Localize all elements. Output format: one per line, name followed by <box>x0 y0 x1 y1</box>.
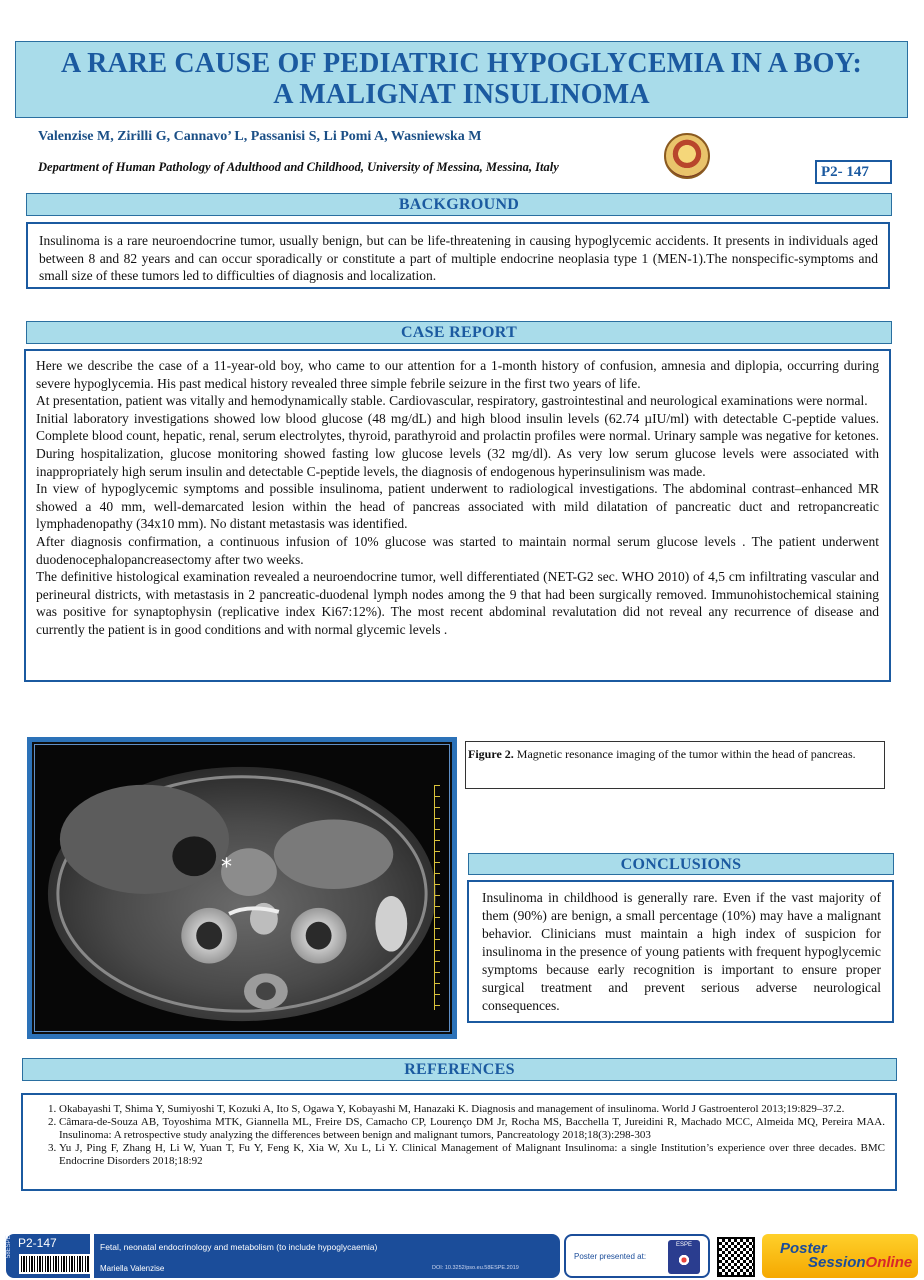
poster-code: P2- 147 <box>815 160 892 184</box>
scale-ruler <box>434 785 440 1010</box>
reference-item: 3. Yu J, Ping F, Zhang H, Li W, Yuan T, Fu Y, Feng K, Xia W, Xu L, Li Y. Clinical Management of Malignant Insulinoma: a single Institution’s experience over three decades. BMC Endocrine Disorders 2018;18:92 <box>59 1142 885 1168</box>
conclusions-panel <box>467 880 894 1023</box>
barcode-icon <box>19 1254 92 1274</box>
reference-item: 2. Câmara-de-Souza AB, Toyoshima MTK, Giannella ML, Freire DS, Camacho CP, Lourenço DM Jr, Rocha MS, Bacchella T, Jureidini R, Machado MCC, Almeida MQ, Pereira MAA. Insulinoma: A retrospective study analyzing the differences between benign and malignant tumors, Pancreatology 2018;18(3):298-303 <box>59 1116 885 1142</box>
case-report-panel <box>24 349 891 682</box>
case-report-paragraph: The definitive histological examination revealed a neuroendocrine tumor, well differentiated (NET-G2 sec. WHO 2010) of 4,5 cm infiltrating vascular and perineural districts, with metastasis in 2 pancreatic-duodenal lymph nodes among the 9 that had been surgically removed. Immunohistochemical staining was positive for synaptophysin (replicative index Ki67:12%). The most recent abdominal revalutation did not reveal any recurrence of disease and currently the patient is in good conditions and with normal glycemic levels . <box>36 569 879 637</box>
espe-label: ESPE <box>675 1242 692 1248</box>
mri-figure <box>27 737 457 1039</box>
affiliation: Department of Human Pathology of Adulthood and Childhood, University of Messina, Messina, Italy <box>38 160 559 174</box>
case-report-paragraph: At presentation, patient was vitally and hemodynamically stable. Cardiovascular, respiratory, gastrointestinal and neurological examinations were normal. <box>36 393 868 409</box>
university-seal-logo <box>664 133 710 179</box>
espe-emblem-icon <box>675 1251 693 1269</box>
mri-image <box>34 744 450 1032</box>
poster-title-line-2: A MALIGNAT INSULINOMA <box>273 79 650 110</box>
poster-session-online-logo[interactable] <box>762 1234 918 1278</box>
qr-code-icon[interactable] <box>717 1237 755 1277</box>
background-text: Insulinoma is a rare neuroendocrine tumor, usually benign, but can be life-threatening in causing hypoglycemic accidents. It presents in individuals aged between 8 and 82 years and can occur sporadically or constitute a part of multiple endocrine neoplasia type 1 (MEN-1).The nonspecific-symptoms and small size of these tumors led to difficulties of diagnosis and localization. <box>39 233 878 284</box>
footer-congress-tag: 58ESPE <box>6 1235 12 1258</box>
references-panel <box>21 1093 897 1191</box>
authors: Valenzise M, Zirilli G, Cannavo’ L, Passanisi S, Li Pomi A, Wasniewska M <box>38 129 482 144</box>
references-heading: REFERENCES <box>22 1058 897 1081</box>
logo-word-online: Online <box>865 1254 913 1271</box>
footer-code-block <box>6 1234 90 1278</box>
references-list <box>23 1103 885 1168</box>
background-panel <box>26 222 890 289</box>
background-heading: BACKGROUND <box>26 193 892 216</box>
poster-title <box>15 41 908 118</box>
case-report-paragraph: In view of hypoglycemic symptoms and possible insulinoma, patient underwent to radiological investigations. The abdominal contrast–enhanced MR showed a 40 mm, well-demarcated lesion within the head of pancreas associated with mild dilatation of pancreatic duct and retropancreatic lymphadenopathy (34x10 mm). No distant metastasis was identified. <box>36 481 879 532</box>
logo-word-session-online <box>808 1254 912 1271</box>
mri-scan-graphic <box>35 745 449 1031</box>
footer-doi: DOI: 10.3252/pso.eu.58ESPE.2019 <box>432 1265 519 1271</box>
poster-title-line-1: A RARE CAUSE OF PEDIATRIC HYPOGLYCEMIA IN A BOY: <box>61 48 862 79</box>
logo-word-poster: Poster <box>780 1240 827 1257</box>
presented-at-box <box>564 1234 710 1278</box>
footer-topic: Fetal, neonatal endocrinology and metabolism (to include hypoglycaemia) <box>100 1242 378 1252</box>
conclusions-heading: CONCLUSIONS <box>468 853 894 875</box>
case-report-paragraph: After diagnosis confirmation, a continuous infusion of 10% glucose was started to maintain normal serum glucose levels . The patient underwent duodenocephalopancreasectomy after two weeks. <box>36 533 879 567</box>
footer-info <box>94 1234 560 1278</box>
tumor-marker: * <box>221 855 232 880</box>
footer-bar <box>0 1232 924 1280</box>
case-report-paragraph: Initial laboratory investigations showed low blood glucose (48 mg/dL) and high blood insulin levels (62.74 µIU/ml) with detectable C-peptide values. Complete blood count, hepatic, renal, serum electrolytes, thyroid, parathyroid and prolactin profiles were normal. Urinary sample was negative for ketones. During hospitalization, glucose monitoring showed fasting low glucose levels (32 mg/dl). As very low serum glucose levels were associated with inappropriately high serum insulin and detectable C-peptide levels, the diagnosis of endogenous hyperinsulinism was made. <box>36 410 879 479</box>
conclusions-text: Insulinoma in childhood is generally rare. Even if the vast majority of them (90%) are benign, a small percentage (10%) may have a malignant behavior. Clinicians must maintain a high index of suspicion for insulinoma in the presence of young patients with frequent hypoglycemic symptoms because early recognition is important to ensure proper surgical treatment and prevent serious adverse neurological consequences. <box>482 890 881 1013</box>
footer-presenter: Mariella Valenzise <box>100 1264 165 1273</box>
case-report-heading: CASE REPORT <box>26 321 892 344</box>
reference-item: 1. Okabayashi T, Shima Y, Sumiyoshi T, Kozuki A, Ito S, Ogawa Y, Kobayashi M, Hanazaki K. Diagnosis and management of insulinoma. World J Gastroenterol 2013;19:829–37.2. <box>59 1103 885 1116</box>
espe-logo <box>668 1240 700 1274</box>
footer-poster-code: P2-147 <box>18 1236 57 1250</box>
figure-caption-text: Magnetic resonance imaging of the tumor within the head of pancreas. <box>513 747 856 761</box>
figure-caption <box>465 741 885 789</box>
case-report-paragraph: Here we describe the case of a 11-year-old boy, who came to our attention for a 1-month history of confusion, amnesia and diplopia, occurring during severe hypoglycemia. His past medical history revealed three simple febrile seizure in the first two years of life. <box>36 358 879 391</box>
figure-label: Figure 2. <box>468 747 514 761</box>
presented-at-label: Poster presented at: <box>574 1252 647 1261</box>
logo-word-session: Session <box>808 1254 866 1271</box>
